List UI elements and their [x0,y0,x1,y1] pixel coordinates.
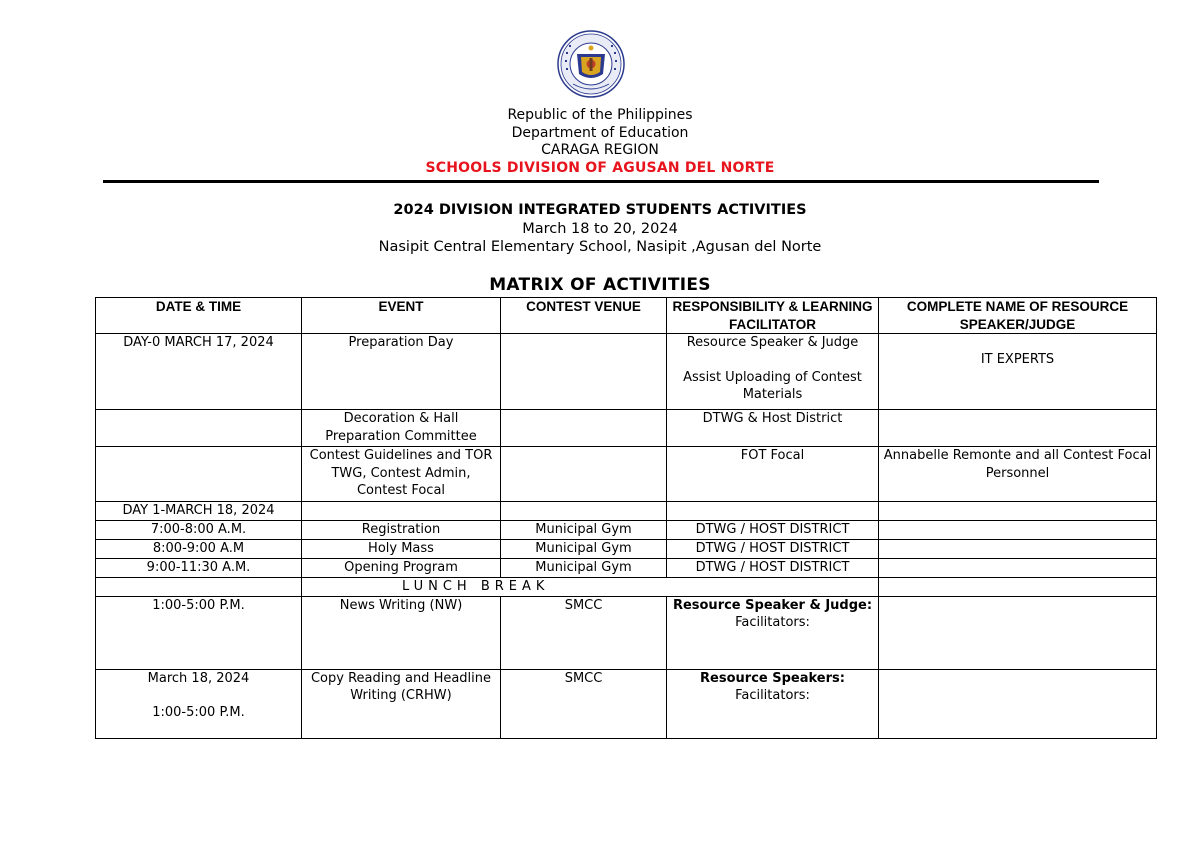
cell-date [96,669,302,738]
letterhead-line-2: Department of Education [511,124,689,141]
cell-venue [501,502,667,521]
cell-speaker [879,669,1157,738]
cell-responsibility [667,669,879,738]
column-header-event: EVENT [302,298,501,334]
cell-speaker [879,521,1157,540]
lunch-break-label: LUNCH BREAK [302,578,879,597]
cell-venue: SMCC [501,669,667,738]
column-header-venue: CONTEST VENUE [501,298,667,334]
cell-speaker [879,540,1157,559]
cell-speaker [879,596,1157,669]
letterhead-division: SCHOOLS DIVISION OF AGUSAN DEL NORTE [425,159,775,176]
cell-event [302,502,501,521]
cell-responsibility: DTWG & Host District [667,410,879,447]
cell-speaker [879,410,1157,447]
event-dates: March 18 to 20, 2024 [522,220,678,237]
cell-text: Resource Speakers: [700,670,845,686]
cell-text: Assist Uploading of Contest Materials [683,369,862,402]
cell-responsibility: DTWG / HOST DISTRICT [667,540,879,559]
cell-text: 1:00-5:00 P.M. [152,705,245,720]
cell-text: Resource Speaker & Judge: [672,597,873,613]
cell-date [96,578,302,597]
cell-date [96,447,302,502]
cell-date: 9:00-11:30 A.M. [96,559,302,578]
table-row [96,540,1157,559]
activities-matrix-table [95,297,1157,739]
table-row [96,669,1157,738]
cell-date: 1:00-5:00 P.M. [96,596,302,669]
table-header-row [96,298,1157,334]
cell-speaker [879,559,1157,578]
cell-responsibility [667,334,879,410]
cell-responsibility [667,596,879,669]
cell-text: Facilitators: [735,615,810,630]
table-row [96,334,1157,410]
cell-text: Resource Speaker & Judge [686,335,859,350]
table-row [96,596,1157,669]
cell-text: Facilitators: [735,688,810,703]
cell-speaker [879,578,1157,597]
table-row [96,410,1157,447]
cell-date: DAY-0 MARCH 17, 2024 [96,334,302,410]
cell-venue: Municipal Gym [501,521,667,540]
column-header-speaker: COMPLETE NAME OF RESOURCE SPEAKER/JUDGE [879,298,1157,334]
column-header-responsibility: RESPONSIBILITY & LEARNING FACILITATOR [667,298,879,334]
cell-event: News Writing (NW) [302,596,501,669]
cell-responsibility: DTWG / HOST DISTRICT [667,521,879,540]
event-title: 2024 DIVISION INTEGRATED STUDENTS ACTIVITIES [393,202,807,218]
table-row [96,559,1157,578]
cell-speaker [879,502,1157,521]
table-row [96,502,1157,521]
cell-venue [501,410,667,447]
cell-venue: SMCC [501,596,667,669]
cell-text: March 18, 2024 [147,670,250,686]
cell-responsibility: FOT Focal [667,447,879,502]
cell-date: 8:00-9:00 A.M [96,540,302,559]
table-row [96,447,1157,502]
event-venue: Nasipit Central Elementary School, Nasipit ,Agusan del Norte [378,239,822,255]
letterhead-line-3: CARAGA REGION [541,142,659,158]
column-header-date: DATE & TIME [96,298,302,334]
cell-event: Opening Program [302,559,501,578]
cell-date: DAY 1-MARCH 18, 2024 [96,502,302,521]
cell-responsibility: DTWG / HOST DISTRICT [667,559,879,578]
table-row [96,578,1157,597]
cell-venue: Municipal Gym [501,540,667,559]
cell-text: IT EXPERTS [980,352,1055,367]
cell-date [96,410,302,447]
letterhead [0,107,1200,177]
cell-venue [501,447,667,502]
cell-event: Holy Mass [302,540,501,559]
cell-date: 7:00-8:00 A.M. [96,521,302,540]
deped-seal-logo [557,30,625,98]
cell-event: Decoration & Hall Preparation Committee [302,410,501,447]
table-row [96,521,1157,540]
letterhead-line-1: Republic of the Philippines [507,107,693,123]
cell-speaker: Annabelle Remonte and all Contest Focal Personnel [879,447,1157,502]
cell-event: Contest Guidelines and TOR TWG, Contest Admin, Contest Focal [302,447,501,502]
cell-speaker [879,334,1157,410]
cell-event: Copy Reading and Headline Writing (CRHW) [302,669,501,738]
cell-venue [501,334,667,410]
cell-event: Preparation Day [302,334,501,410]
cell-event: Registration [302,521,501,540]
matrix-title: MATRIX OF ACTIVITIES [489,275,711,295]
cell-venue: Municipal Gym [501,559,667,578]
event-info [0,201,1200,257]
cell-responsibility [667,502,879,521]
header-divider [103,180,1099,183]
